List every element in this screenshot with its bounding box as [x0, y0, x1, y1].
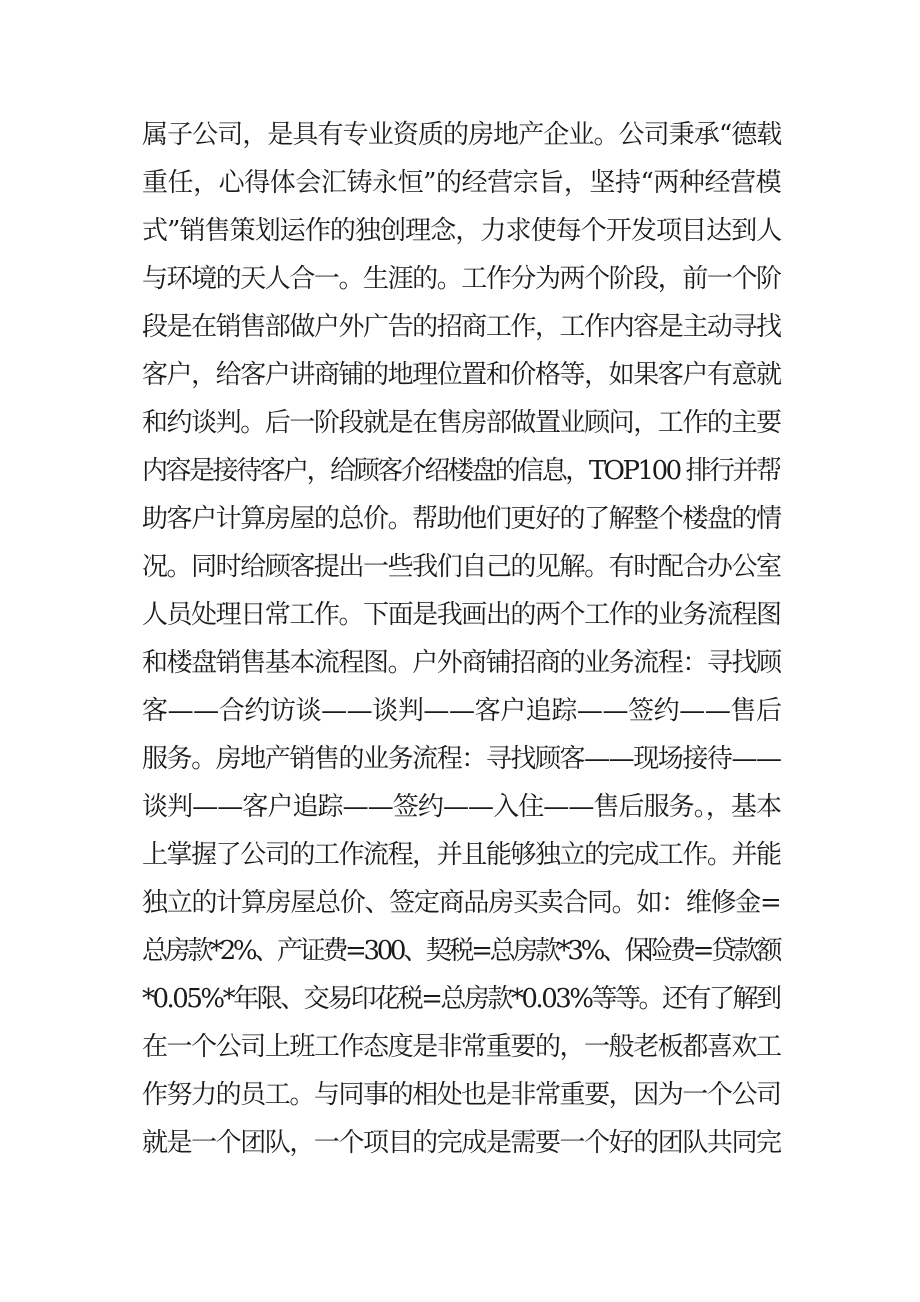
text-line: 在一个公司上班工作态度是非常重要的，一般老板都喜欢工: [142, 1032, 781, 1062]
text-line: 况。同时给顾客提出一些我们自己的见解。有时配合办公室: [142, 552, 781, 582]
text-line: 式”销售策划运作的独创理念，力求使每个开发项目达到人: [142, 216, 782, 246]
text-line: 属子公司，是具有专业资质的房地产企业。公司秉承“德载: [142, 120, 782, 150]
text-line: *0.05%*年限、交易印花税=总房款*0.03%等等。还有了解到: [142, 984, 780, 1014]
text-line: 段是在销售部做户外广告的招商工作，工作内容是主动寻找: [142, 312, 781, 342]
text-line: 总房款*2%、产证费=300、契税=总房款*3%、保险费=贷款额: [142, 936, 780, 966]
text-line: 人员处理日常工作。下面是我画出的两个工作的业务流程图: [142, 600, 781, 630]
text-line: 谈判——客户追踪——签约——入住——售后服务。，基本: [142, 792, 782, 822]
text-line: 重任，心得体会汇铸永恒”的经营宗旨，坚持“两种经营模: [142, 168, 782, 198]
text-line: 与环境的天人合一。生涯的。工作分为两个阶段，前一个阶: [142, 264, 781, 294]
text-line: 服务。房地产销售的业务流程：寻找顾客——现场接待——: [142, 744, 781, 774]
text-line: 客户，给客户讲商铺的地理位置和价格等，如果客户有意就: [142, 360, 781, 390]
text-line: 独立的计算房屋总价、签定商品房买卖合同。如：维修金=: [142, 888, 781, 918]
text-line: 内容是接待客户，给顾客介绍楼盘的信息，TOP100 排行并帮: [142, 456, 780, 486]
text-line: 上掌握了公司的工作流程，并且能够独立的完成工作。并能: [142, 840, 781, 870]
text-line: 就是一个团队，一个项目的完成是需要一个好的团队共同完: [142, 1128, 781, 1158]
text-line: 和楼盘销售基本流程图。户外商铺招商的业务流程：寻找顾: [142, 648, 781, 678]
text-line: 助客户计算房屋的总价。帮助他们更好的了解整个楼盘的情: [142, 504, 781, 534]
text-line: 客——合约访谈——谈判——客户追踪——签约——售后: [142, 696, 782, 726]
text-line: 和约谈判。后一阶段就是在售房部做置业顾问，工作的主要: [142, 408, 781, 438]
text-line: 作努力的员工。与同事的相处也是非常重要，因为一个公司: [142, 1080, 781, 1110]
